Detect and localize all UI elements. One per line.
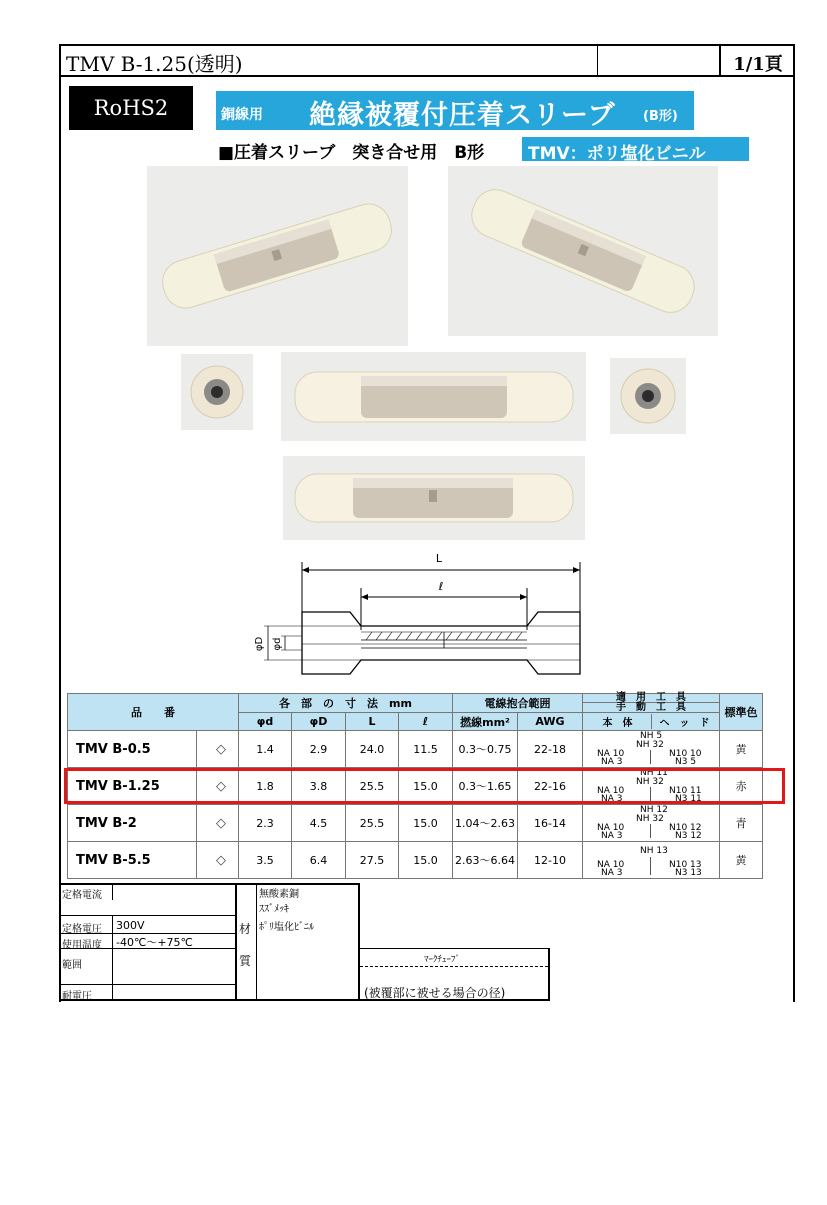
header-d: φd xyxy=(239,713,292,731)
label-rated-voltage: 定格電圧 xyxy=(62,924,102,935)
tool-right1: N10 13 xyxy=(669,860,702,870)
row-mark: ◇ xyxy=(197,842,239,879)
header-mm2: 撚線mm² xyxy=(453,713,518,731)
table-row xyxy=(68,805,763,842)
row-L: 25.5 xyxy=(346,805,399,842)
dim-D-label: φD xyxy=(254,636,265,652)
tool-right1: N10 12 xyxy=(669,823,702,833)
row-part-name: TMV B-2 xyxy=(68,805,197,842)
product-photo-side xyxy=(281,352,586,441)
row-L: 24.0 xyxy=(346,731,399,768)
header-tool-body: 本 体 xyxy=(585,714,652,729)
product-photo-end-right xyxy=(610,358,686,434)
row-d: 2.3 xyxy=(239,805,292,842)
product-subtitle: ■圧着スリーブ 突き合せ用 B形 xyxy=(218,143,485,163)
tool-top2: NH 32 xyxy=(636,777,664,787)
tool-right1: N10 10 xyxy=(669,749,702,759)
tool-left1: NA 10 xyxy=(597,823,625,833)
tool-right2: N3 5 xyxy=(675,757,697,767)
label-range: 範囲 xyxy=(62,960,82,971)
table-row xyxy=(68,842,763,879)
row-part-name: TMV B-1.25 xyxy=(68,768,197,805)
title-suffix: (B形) xyxy=(643,109,678,124)
row-D: 2.9 xyxy=(292,731,346,768)
row-tools xyxy=(583,731,720,768)
mark-tube-note: (被覆部に被せる場合の径) xyxy=(364,986,506,1000)
header-L: L xyxy=(346,713,399,731)
header-tool-parts xyxy=(583,713,720,731)
row-awg: 22-16 xyxy=(518,768,583,805)
label-rated-current: 定格電流 xyxy=(62,890,102,901)
tool-left2: NA 3 xyxy=(601,794,623,804)
row-color: 黄 xyxy=(720,842,763,879)
row-color: 黄 xyxy=(720,731,763,768)
title-prefix: 銅線用 xyxy=(221,107,263,123)
row-mm2: 0.3～1.65 xyxy=(453,768,518,805)
row-tools xyxy=(583,842,720,879)
tool-top1: NH 11 xyxy=(640,768,668,778)
row-l: 15.0 xyxy=(399,842,453,879)
sleeve-image xyxy=(448,166,718,336)
row-color: 赤 xyxy=(720,768,763,805)
tool-right2: N3 13 xyxy=(675,868,702,878)
dim-L-label: L xyxy=(435,552,443,565)
row-d: 1.8 xyxy=(239,768,292,805)
row-mark: ◇ xyxy=(197,731,239,768)
highlight-selected-row xyxy=(64,768,785,804)
row-l: 15.0 xyxy=(399,805,453,842)
row-tools xyxy=(583,805,720,842)
header-tool-head: ヘ ッ ド xyxy=(659,718,710,729)
page-number: 1/1頁 xyxy=(733,54,783,75)
row-L: 25.5 xyxy=(346,768,399,805)
tool-left1: NA 10 xyxy=(597,860,625,870)
tool-top2: NH 32 xyxy=(636,740,664,750)
tool-top1: NH 12 xyxy=(640,805,668,815)
tool-top2: NH 32 xyxy=(636,814,664,824)
label-material-2: 質 xyxy=(239,954,252,968)
sleeve-end-image xyxy=(610,358,686,434)
tool-right1: N10 11 xyxy=(669,786,702,796)
product-photo-angled-left xyxy=(147,166,408,346)
row-awg: 12-10 xyxy=(518,842,583,879)
sleeve-image xyxy=(281,352,586,441)
label-withstand-voltage: 耐電圧 xyxy=(62,991,92,1002)
header-dimensions: 各 部 の 寸 法 mm xyxy=(239,694,453,713)
sleeve-image xyxy=(147,166,408,346)
value-rated-voltage: 300V xyxy=(116,919,145,932)
dim-d-label: φd xyxy=(272,637,283,651)
header-l: ℓ xyxy=(399,713,453,731)
header-tools-manual: 手 動 工 具 xyxy=(616,702,686,713)
sleeve-image xyxy=(283,456,585,540)
document-title: TMV B-1.25(透明) xyxy=(66,52,243,76)
mark-tube-label: ﾏｰｸﾁｭｰﾌﾞ xyxy=(424,955,461,965)
product-photo-angled-right xyxy=(448,166,718,336)
material-plating: ｽｽﾞﾒｯｷ xyxy=(259,904,289,915)
header-awg: AWG xyxy=(518,713,583,731)
header-part-no: 品 番 xyxy=(68,694,239,731)
header-wire-range: 電線抱合範囲 xyxy=(453,694,583,713)
material-banner-text: TMV：ポリ塩化ビニル xyxy=(528,144,706,164)
row-mark: ◇ xyxy=(197,768,239,805)
frame-right xyxy=(793,77,795,1002)
header-tools-top: 適 用 工 具 xyxy=(583,694,719,703)
label-temperature: 使用温度 xyxy=(62,940,102,951)
row-L: 27.5 xyxy=(346,842,399,879)
frame-left xyxy=(59,77,61,1002)
row-mm2: 2.63～6.64 xyxy=(453,842,518,879)
header-D: φD xyxy=(292,713,346,731)
row-color: 青 xyxy=(720,805,763,842)
header-divider xyxy=(597,44,598,77)
product-title: 絶縁被覆付圧着スリーブ xyxy=(309,100,616,131)
header-divider xyxy=(719,44,721,77)
row-mark: ◇ xyxy=(197,805,239,842)
tool-left2: NA 3 xyxy=(601,831,623,841)
tool-left2: NA 3 xyxy=(601,868,623,878)
row-D: 4.5 xyxy=(292,805,346,842)
product-photo-end-left xyxy=(181,354,253,430)
row-d: 1.4 xyxy=(239,731,292,768)
tool-right2: N3 11 xyxy=(675,794,702,804)
row-part-name: TMV B-0.5 xyxy=(68,731,197,768)
tool-right2: N3 12 xyxy=(675,831,702,841)
header-tools xyxy=(583,694,720,713)
tool-left1: NA 10 xyxy=(597,786,625,796)
tool-top1: NH 13 xyxy=(640,846,668,856)
product-photo-side-2 xyxy=(283,456,585,540)
dim-l-label: ℓ xyxy=(438,580,444,593)
label-material-1: 材 xyxy=(239,922,252,936)
row-mm2: 0.3～0.75 xyxy=(453,731,518,768)
dimension-drawing xyxy=(240,548,600,693)
row-mm2: 1.04～2.63 xyxy=(453,805,518,842)
sleeve-end-image xyxy=(181,354,253,430)
material-copper: 無酸素銅 xyxy=(259,889,299,900)
row-awg: 16-14 xyxy=(518,805,583,842)
table-row xyxy=(68,731,763,768)
tool-left1: NA 10 xyxy=(597,749,625,759)
tool-left2: NA 3 xyxy=(601,757,623,767)
row-D: 6.4 xyxy=(292,842,346,879)
row-D: 3.8 xyxy=(292,768,346,805)
tool-top1: NH 5 xyxy=(640,731,663,741)
row-awg: 22-18 xyxy=(518,731,583,768)
row-l: 11.5 xyxy=(399,731,453,768)
value-temperature: -40℃～+75℃ xyxy=(116,936,193,949)
row-l: 15.0 xyxy=(399,768,453,805)
material-insulation: ﾎﾟﾘ塩化ﾋﾞﾆﾙ xyxy=(259,922,314,933)
row-part-name: TMV B-5.5 xyxy=(68,842,197,879)
rohs-badge: RoHS2 xyxy=(69,86,193,130)
header-color: 標準色 xyxy=(720,694,763,731)
row-d: 3.5 xyxy=(239,842,292,879)
